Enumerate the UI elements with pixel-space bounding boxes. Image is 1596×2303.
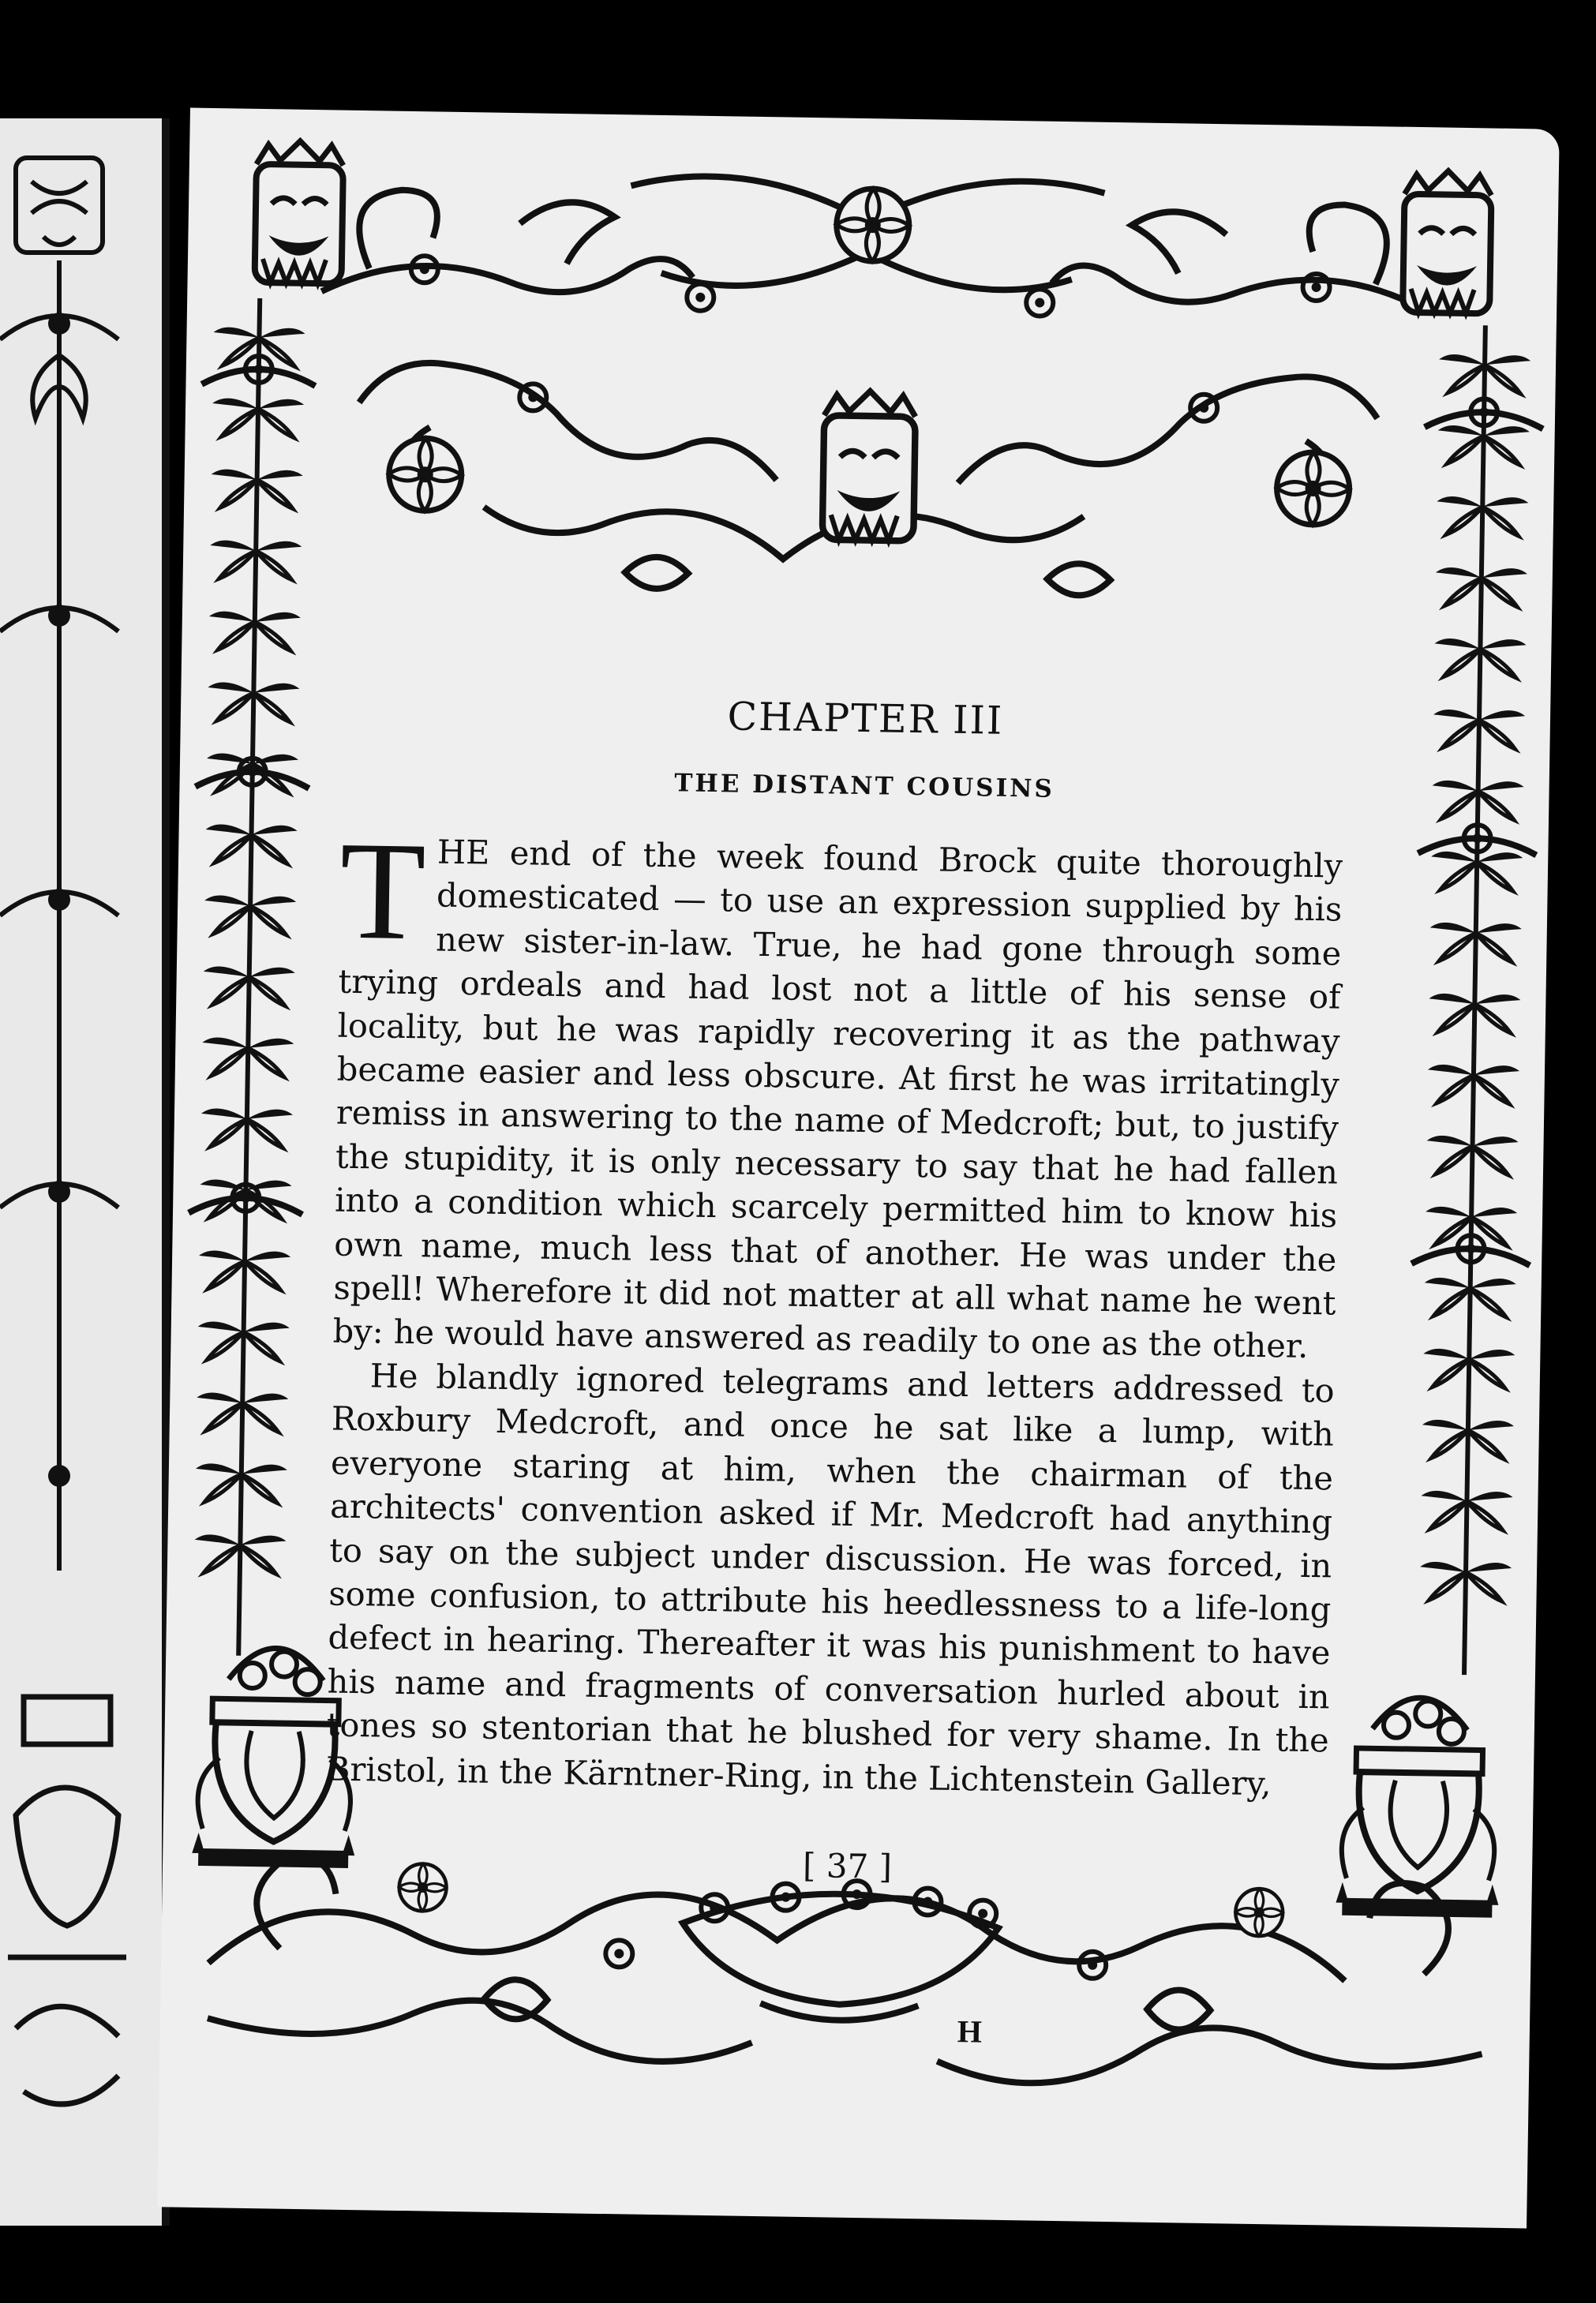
paragraph-1-text: HE end of the week found Brock quite thoroughly domesticated — to use an expression supplied by his new sister-in-law. True, he had gone through some trying ordeals and had lost not a little of his sense of locality, but he was rapidly recovering it as the pathway became easier and less obscure. At first he was irritatingly remiss in answering to the name of Medcroft; but, to justify the stupidity, it is only necessary to say that he had fallen into a condition which scarcely permitted him to know his own name, much less that of another. He was under the spell! Wherefore it did not matter at all what name he went by: he would have answered as readily to one as the other. xyxy=(332,832,1343,1366)
chapter-heading: CHAPTER III xyxy=(727,694,1004,743)
previous-page-edge xyxy=(0,118,170,2226)
drop-cap: T xyxy=(338,811,427,970)
paragraph-1 xyxy=(332,811,1343,1369)
book-page xyxy=(157,108,1560,2229)
chapter-subtitle: THE DISTANT COUSINS xyxy=(674,769,1055,803)
chapter-body xyxy=(325,811,1343,1807)
paragraph-2: He blandly ignored telegrams and letters addressed to Roxbury Medcroft, and once he sat like a lump, with everyone staring at him, when the chairman of the architects' convention asked if Mr. Medcroft had anything to say on the subject under discussion. He was forced, in some confusion, to attribute his heedlessness to a life-long defect in hearing. Thereafter it was his punishment to have his name and fragments of conversation hurled about in tones so stentorian that he blushed for very shame. In the Bristol, in the Kärntner-Ring, in the Lichtenstein Gallery, xyxy=(325,1356,1336,1803)
page-number: [ 37 ] xyxy=(802,1846,893,1886)
previous-page-border-ornament xyxy=(0,118,162,2226)
monogram: H xyxy=(957,2013,983,2050)
